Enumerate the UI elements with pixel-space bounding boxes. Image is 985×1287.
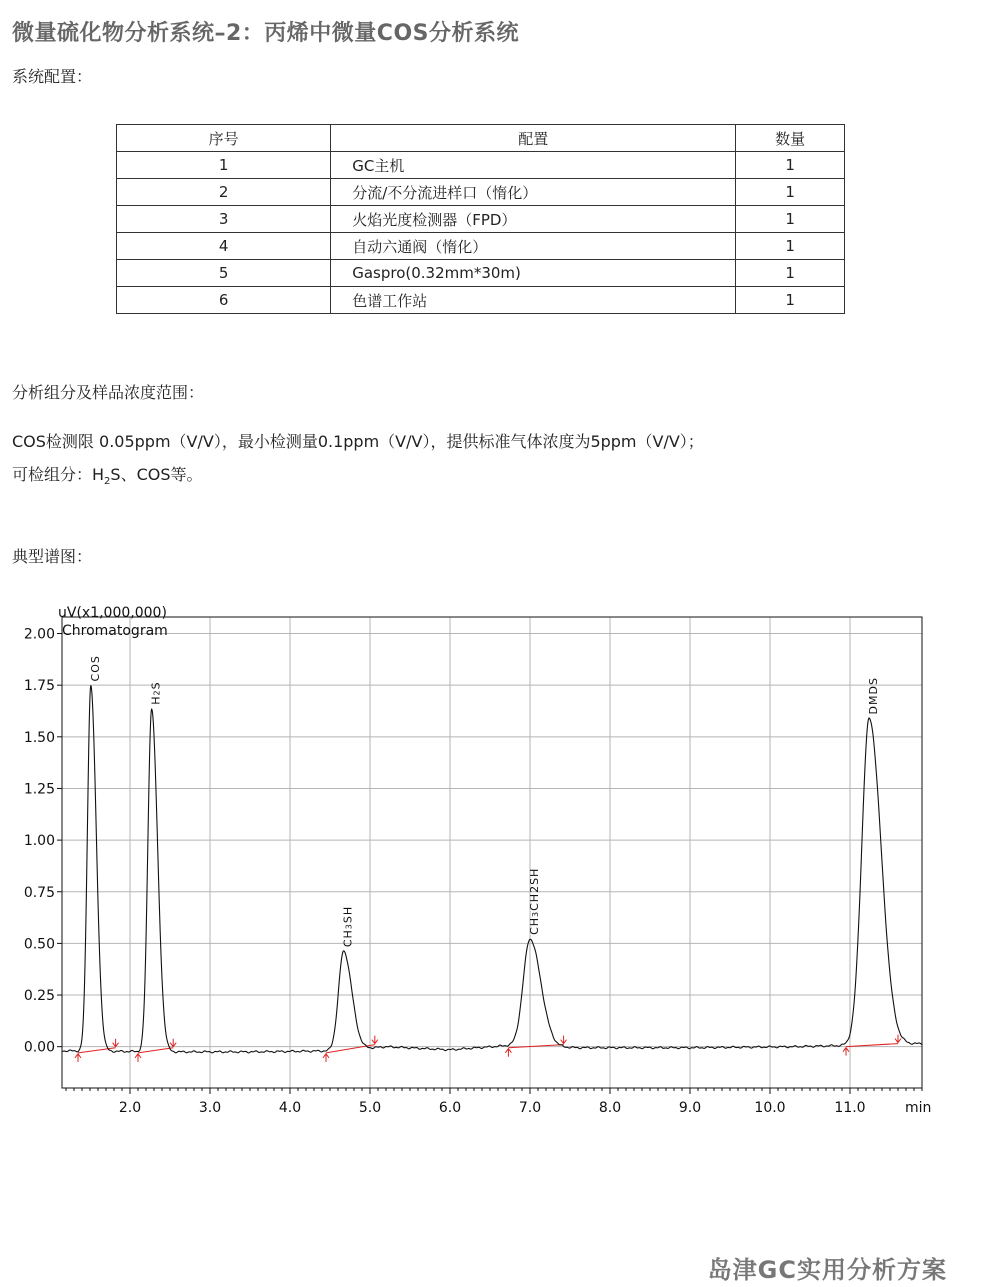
components-prefix: 可检组分：H (12, 465, 105, 484)
y-tick-label: 0.75 (23, 884, 55, 901)
peak-label-end: S (149, 681, 163, 690)
integration-baseline (508, 1045, 563, 1048)
x-tick-label: 2.0 (118, 1100, 142, 1116)
peak-label-subscript: 3 (344, 923, 354, 930)
chromatogram-chart (0, 595, 985, 1125)
y-tick-label: 0.25 (23, 988, 55, 1005)
peak-end-marker (895, 1035, 901, 1043)
peak-label (867, 677, 880, 714)
cell-index: 1 (117, 152, 331, 179)
cell-config: 色谱工作站 (331, 287, 736, 314)
column-header-config: 配置 (331, 125, 736, 152)
peak-label-end: SH (341, 905, 355, 924)
grid-layer (62, 617, 922, 1088)
x-tick-label: 9.0 (678, 1100, 702, 1116)
chromatogram-section-label: 典型谱图： (12, 547, 93, 566)
peak-start-marker (323, 1054, 329, 1062)
config-table (116, 124, 845, 314)
detection-limit-text: COS检测限 0.05ppm（V/V），最小检测量0.1ppm（V/V），提供标准气体浓度为5ppm（V/V）； (12, 432, 704, 451)
cell-quantity: 1 (736, 233, 845, 260)
peak-end-marker (170, 1039, 176, 1047)
cell-index: 5 (117, 260, 331, 287)
peak-label-subscript: 2 (152, 689, 162, 696)
cell-index: 3 (117, 206, 331, 233)
y-axis-label: uV(x1,000,000) (58, 605, 167, 621)
peak-label-main: DMDS (867, 677, 881, 715)
components-subscript: 2 (104, 476, 111, 488)
cell-quantity: 1 (736, 260, 845, 287)
x-axis-label: min (905, 1100, 932, 1116)
cell-quantity: 1 (736, 179, 845, 206)
cell-config: 分流/不分流进样口（惰化） (331, 179, 736, 206)
column-header-quantity: 数量 (736, 125, 845, 152)
peak-label (89, 655, 102, 681)
table-row (117, 206, 845, 233)
cell-config: Gaspro(0.32mm*30m) (331, 260, 736, 287)
footer-brand: 岛津GC实用分析方案 (707, 1256, 947, 1284)
peak-label-layer (89, 655, 880, 947)
cell-index: 6 (117, 287, 331, 314)
y-tick-label: 0.00 (23, 1039, 55, 1056)
cell-config: 火焰光度检测器（FPD） (331, 206, 736, 233)
analysis-section-label: 分析组分及样品浓度范围： (12, 383, 205, 402)
peak-label (342, 906, 355, 947)
table-row (117, 179, 845, 206)
peak-label-main: CH (341, 929, 355, 948)
peak-start-marker (843, 1048, 849, 1056)
table-row (117, 152, 845, 179)
x-tick-label: 4.0 (278, 1100, 302, 1116)
peak-start-marker (135, 1054, 141, 1062)
cell-quantity: 1 (736, 152, 845, 179)
y-tick-label: 0.50 (23, 936, 55, 953)
peak-start-marker (505, 1049, 511, 1057)
config-section-label: 系统配置： (12, 67, 93, 86)
y-tick-label: 1.50 (23, 729, 55, 746)
components-suffix: S、COS等。 (110, 465, 203, 484)
x-tick-label: 3.0 (198, 1100, 222, 1116)
table-row (117, 233, 845, 260)
y-tick-label: 1.00 (23, 833, 55, 850)
peak-label-main: CH (528, 916, 541, 935)
cell-config: GC主机 (331, 152, 736, 179)
table-row (117, 260, 845, 287)
column-header-index: 序号 (117, 125, 331, 152)
x-tick-label: 8.0 (598, 1100, 622, 1116)
peak-label-main: COS (88, 655, 102, 682)
detectable-components-text (12, 462, 203, 487)
integration-baseline (326, 1045, 375, 1053)
cell-config: 自动六通阀（惰化） (331, 233, 736, 260)
cell-index: 2 (117, 179, 331, 206)
peak-label-end: CH2SH (528, 867, 541, 911)
peak-label-main: H (149, 695, 163, 705)
peak-label (528, 868, 541, 935)
cell-quantity: 1 (736, 206, 845, 233)
cell-quantity: 1 (736, 287, 845, 314)
integration-baseline (138, 1048, 173, 1053)
y-tick-label: 2.00 (23, 626, 55, 643)
x-tick-label: 11.0 (834, 1100, 866, 1116)
y-tick-label: 1.25 (23, 781, 55, 798)
x-tick-label: 6.0 (438, 1100, 462, 1116)
peak-end-marker (372, 1036, 378, 1044)
chromatogram-trace (62, 686, 922, 1053)
peak-start-marker (75, 1054, 81, 1062)
table-row (117, 287, 845, 314)
peak-label (150, 681, 163, 704)
peak-end-marker (561, 1036, 567, 1044)
plot-frame (62, 617, 922, 1088)
x-tick-label: 10.0 (754, 1100, 786, 1116)
chart-subtitle: Chromatogram (62, 623, 168, 639)
page-title: 微量硫化物分析系统–2：丙烯中微量COS分析系统 (12, 21, 520, 46)
peak-label-subscript: 3 (531, 910, 540, 917)
y-tick-label: 1.75 (23, 678, 55, 695)
cell-index: 4 (117, 233, 331, 260)
x-tick-label: 5.0 (358, 1100, 382, 1116)
x-tick-label: 7.0 (518, 1100, 542, 1116)
config-table-header-row (117, 125, 845, 152)
peak-end-marker (113, 1039, 119, 1047)
